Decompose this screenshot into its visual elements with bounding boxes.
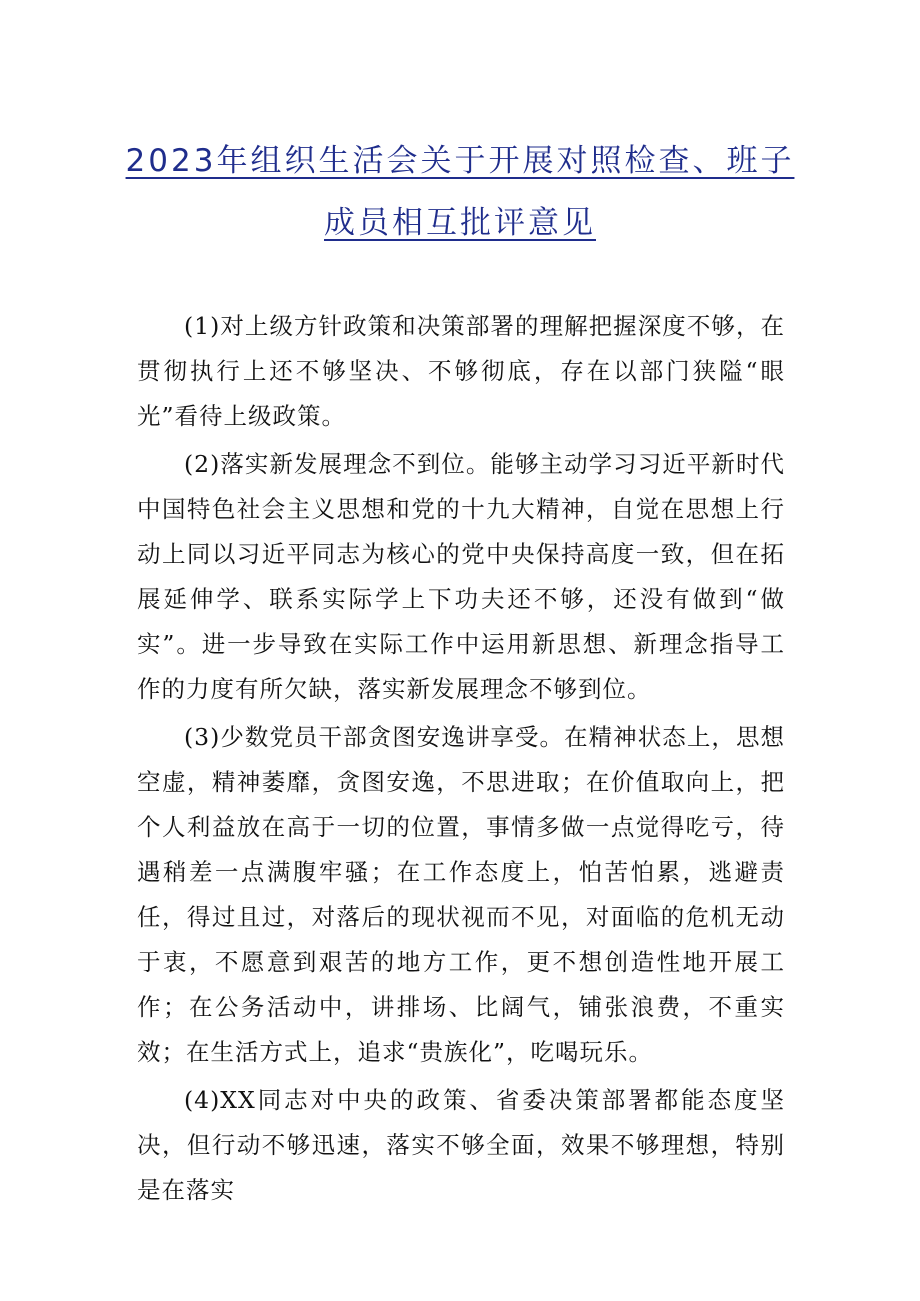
document-title bbox=[120, 130, 800, 254]
document-title-text: 2023年组织生活会关于开展对照检查、班子成员相互批评意见 bbox=[125, 143, 795, 241]
paragraph-4: (4)XX同志对中央的政策、省委决策部署都能态度坚决，但行动不够迅速，落实不够全面，效果不够理想，特别是在落实 bbox=[137, 1086, 785, 1204]
paragraph-2: (2)落实新发展理念不到位。能够主动学习习近平新时代中国特色社会主义思想和党的十九大精神，自觉在思想上行动上同以习近平同志为核心的党中央保持高度一致，但在拓展延伸学、联系实际学上下功夫还不够，还没有做到“做实”。进一步导致在实际工作中运用新思想、新理念指导工作的力度有所欠缺，落实新发展理念不够到位。 bbox=[137, 450, 785, 703]
document-body bbox=[137, 304, 785, 1216]
paragraph-3: (3)少数党员干部贪图安逸讲享受。在精神状态上，思想空虚，精神萎靡，贪图安逸，不思进取；在价值取向上，把个人利益放在高于一切的位置，事情多做一点觉得吃亏，待遇稍差一点满腹牢骚；在工作态度上，怕苦怕累，逃避责任，得过且过，对落后的现状视而不见，对面临的危机无动于衷，不愿意到艰苦的地方工作，更不想创造性地开展工作；在公务活动中，讲排场、比阔气，铺张浪费，不重实效；在生活方式上，追求“贵族化”，吃喝玩乐。 bbox=[137, 723, 785, 1066]
paragraph-1: (1)对上级方针政策和决策部署的理解把握深度不够，在贯彻执行上还不够坚决、不够彻底，存在以部门狭隘“眼光”看待上级政策。 bbox=[137, 312, 785, 430]
